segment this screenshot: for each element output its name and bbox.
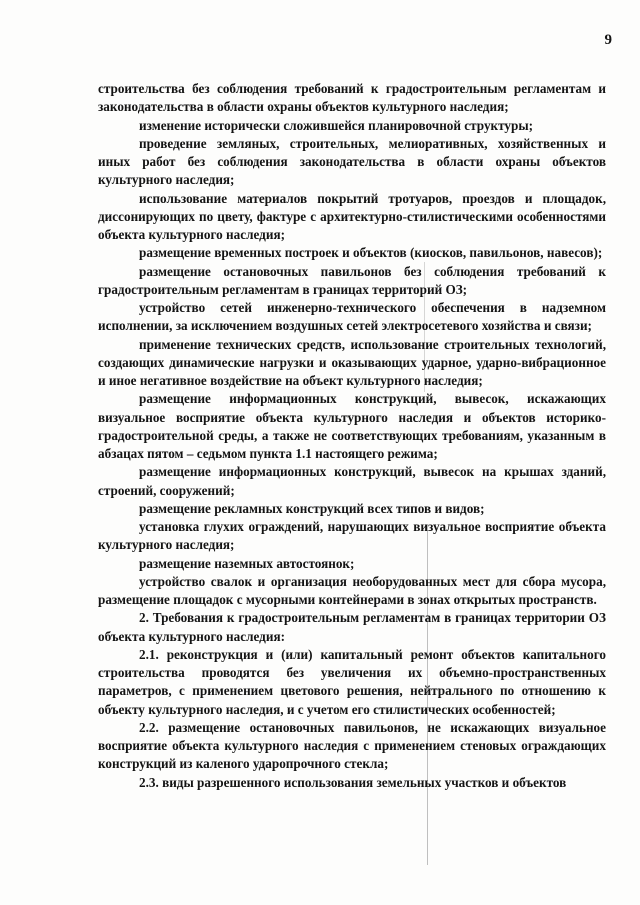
section-heading: 2. Требования к градостроительным регламентам в границах территории ОЗ объекта культурного наследия:	[98, 610, 606, 644]
paragraph: устройство свалок и организация необорудованных мест для сбора мусора, размещение площадок с мусорными контейнерами в зонах открытых пространств.	[98, 573, 606, 607]
body-text	[98, 80, 606, 792]
paragraph: изменение исторически сложившейся планировочной структуры;	[139, 117, 534, 133]
paragraph: установка глухих ограждений, нарушающих визуальное восприятие объекта культурного наследия;	[98, 519, 606, 553]
paragraph: проведение земляных, строительных, мелиоративных, хозяйственных и иных работ без соблюдения законодательства в области охраны объектов культурного наследия;	[98, 135, 606, 188]
paragraph: строительства без соблюдения требований к градостроительным регламентам и законодательства в области охраны объектов культурного наследия;	[98, 81, 606, 115]
paragraph: размещение информационных конструкций, вывесок на крышах зданий, строений, сооружений;	[98, 464, 606, 498]
paragraph: 2.2. размещение остановочных павильонов, не искажающих визуальное восприятие объекта культурного наследия с применением стеновых ограждающих конструкций из каленого ударопрочного стекла;	[98, 719, 606, 772]
paragraph: 2.3. виды разрешенного использования земельных участков и объектов	[139, 774, 567, 790]
paragraph: размещение остановочных павильонов без соблюдения требований к градостроительным регламентам в границах территорий ОЗ;	[98, 263, 606, 297]
page-number: 9	[604, 32, 612, 48]
paragraph: 2.1. реконструкция и (или) капитальный ремонт объектов капитального строительства проводятся без увеличения их объемно-пространственных параметров, с применением цветового решения, нейтрального по отношению к объекту культурного наследия, и с учетом его стилистических особенностей;	[98, 646, 606, 717]
paragraph: применение технических средств, использование строительных технологий, создающих динамические нагрузки и оказывающих ударное, ударно-вибрационное и иное негативное воздействие на объект культурного наследия;	[98, 336, 606, 388]
paragraph: устройство сетей инженерно-технического обеспечения в надземном исполнении, за исключением воздушных сетей электросетевого хозяйства и связи;	[98, 300, 606, 334]
paragraph: размещение информационных конструкций, вывесок, искажающих визуальное восприятие объекта культурного наследия и объектов историко-градостроительной среды, а также не соответствующих требованиям, указанным в абзацах пятом – седьмом пункта 1.1 настоящего режима;	[98, 391, 606, 461]
paragraph: размещение рекламных конструкций всех типов и видов;	[139, 500, 485, 516]
paragraph: использование материалов покрытий тротуаров, проездов и площадок, диссонирующих по цвету, фактуре с архитектурно-стилистическими особенностями объекта культурного наследия;	[98, 190, 606, 242]
paragraph: размещение временных построек и объектов (киосков, павильонов, навесов);	[139, 245, 603, 261]
paragraph: размещение наземных автостоянок;	[139, 555, 355, 571]
